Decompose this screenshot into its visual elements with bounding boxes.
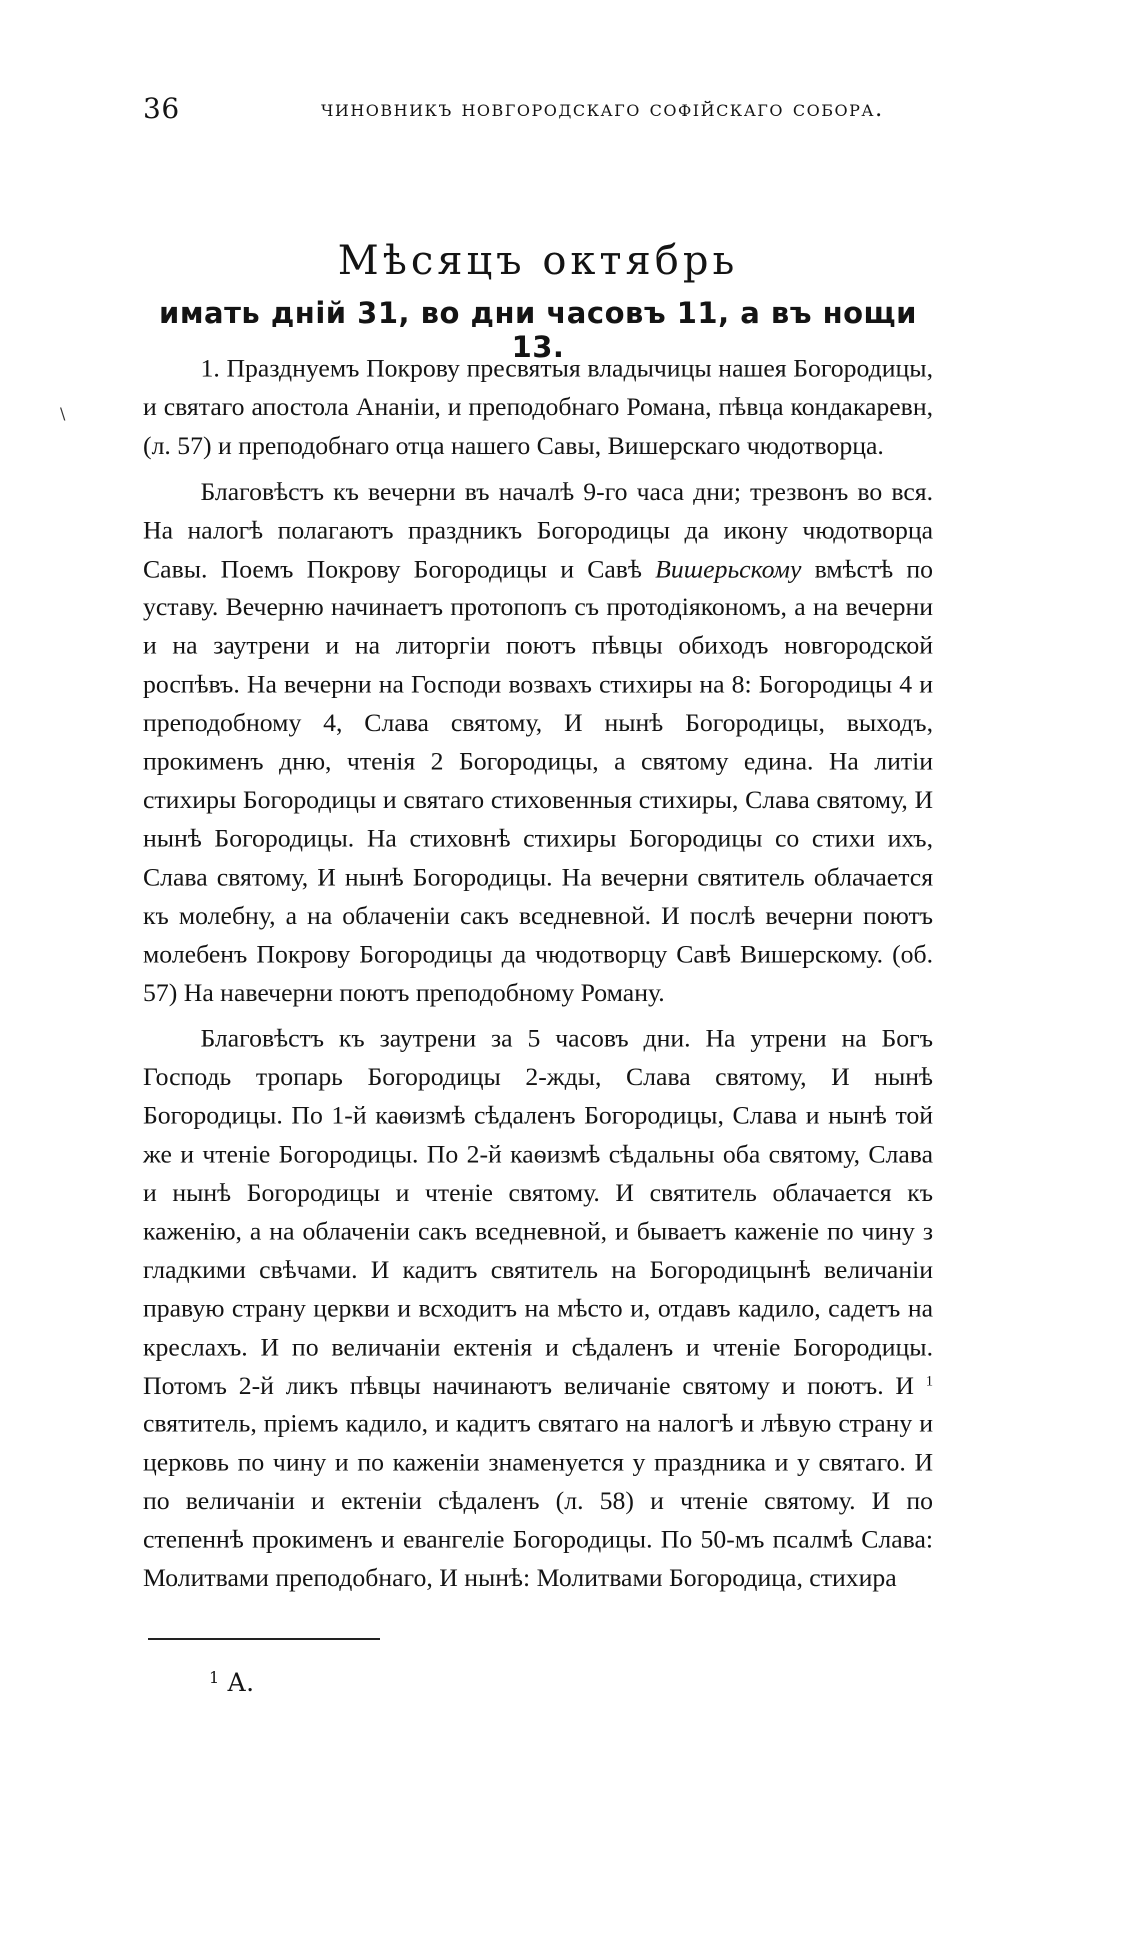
paragraph-text: вмѣстѣ по уставу. Вечерню начинаетъ протопопъ съ протодіякономъ, а на вечерни и на заутрени и на литоргіи поютъ пѣвцы обиходъ новгородской роспѣвъ. На вечерни на Господи возвахъ стихиры на 8: Богородицы 4 и преподобному 4, Слава святому, И нынѣ Богородицы, выходъ, прокименъ дню, чтенія 2 Богородицы, а святому едина. На литіи стихиры Богородицы и святаго стиховенныя стихиры, Слава святому, И нынѣ Богородицы. На стиховнѣ стихиры Богородицы со стихи ихъ, Слава святому, И нынѣ Богородицы. На вечерни святитель облачается къ молебну, а на облаченіи сакъ вседневной. И послѣ вечерни поютъ молебенъ Покрову Богородицы да чюдотворцу Савѣ Вишерскому. (об. 57) На навечерни поютъ преподобному Роману. [143,554,934,1007]
paragraph-text: Благовѣстъ къ вечерни въ началѣ 9-го часа дни; трезвонъ во вся. На налогѣ полагаютъ праздникъ Богородицы да икону чюдотворца Савы. Поемъ Покрову Богородицы и Савѣ [143,477,934,583]
page-number: 36 [143,92,180,125]
margin-mark: \ [60,404,66,423]
paragraph-text: 1. Празднуемъ Покрову пресвятыя владычицы нашея Богородицы, и святаго апостола Ананіи, и преподобнаго Романа, пѣвца кондакаревн, (л. 57) и преподобнаго отца нашего Савы, Вишерскаго чюдотворца. [143,354,934,460]
footnote-reference: 1 [925,1372,934,1389]
section-title: Мѣсяцъ октябрь [337,238,739,284]
paragraph-1 [143,350,933,466]
section-subtitle: имать дній 31, во дни часовъ 11, а въ нощи 13. [159,296,917,364]
footnote-rule [148,1638,380,1640]
italic-word: Вишерьскому [655,554,802,583]
paragraph-2 [143,473,933,1012]
paragraph-3 [143,1020,933,1598]
footnote [209,1668,254,1697]
paragraph-text: святитель, пріемъ кадило, и кадитъ святаго на налогѣ и лѣвую страну и церковь по чину и по каженіи знаменуется у праздника и у святаго. И по величаніи и ектеніи сѣдаленъ (л. 58) и чтеніе святому. И по степеннѣ прокименъ и евангеліе Богородицы. По 50-мъ псалмѣ Слава: Молитвами преподобнаго, И нынѣ: Молитвами Богородица, стихира [143,1409,934,1593]
paragraph-text: Благовѣстъ къ заутрени за 5 часовъ дни. На утрени на Богъ Господь тропарь Богородицы 2-жды, Слава святому, И нынѣ Богородицы. По 1-й каѳизмѣ сѣдаленъ Богородицы, Слава и нынѣ той же и чтеніе Богородицы. По 2-й каѳизмѣ сѣдальны оба святому, Слава и нынѣ Богородицы и чтеніе святому. И святитель облачается къ каженію, а на облаченіи сакъ вседневной, и бываетъ каженіе по чину з гладкими свѣчами. И кадитъ святитель на Богородицынѣ величаніи правую страну церкви и всходитъ на мѣсто и, отдавъ кадило, садетъ на креслахъ. И по величаніи ектенія и сѣдаленъ и чтеніе Богородицы. Потомъ 2-й ликъ пѣвцы начинаютъ величаніе святому и поютъ. И [143,1024,934,1400]
footnote-text: А. [227,1668,255,1697]
footnote-mark: 1 [209,1668,220,1687]
running-title: чиновникъ новгородскаго софійскаго собора. [321,96,884,122]
body-text [143,350,933,1598]
